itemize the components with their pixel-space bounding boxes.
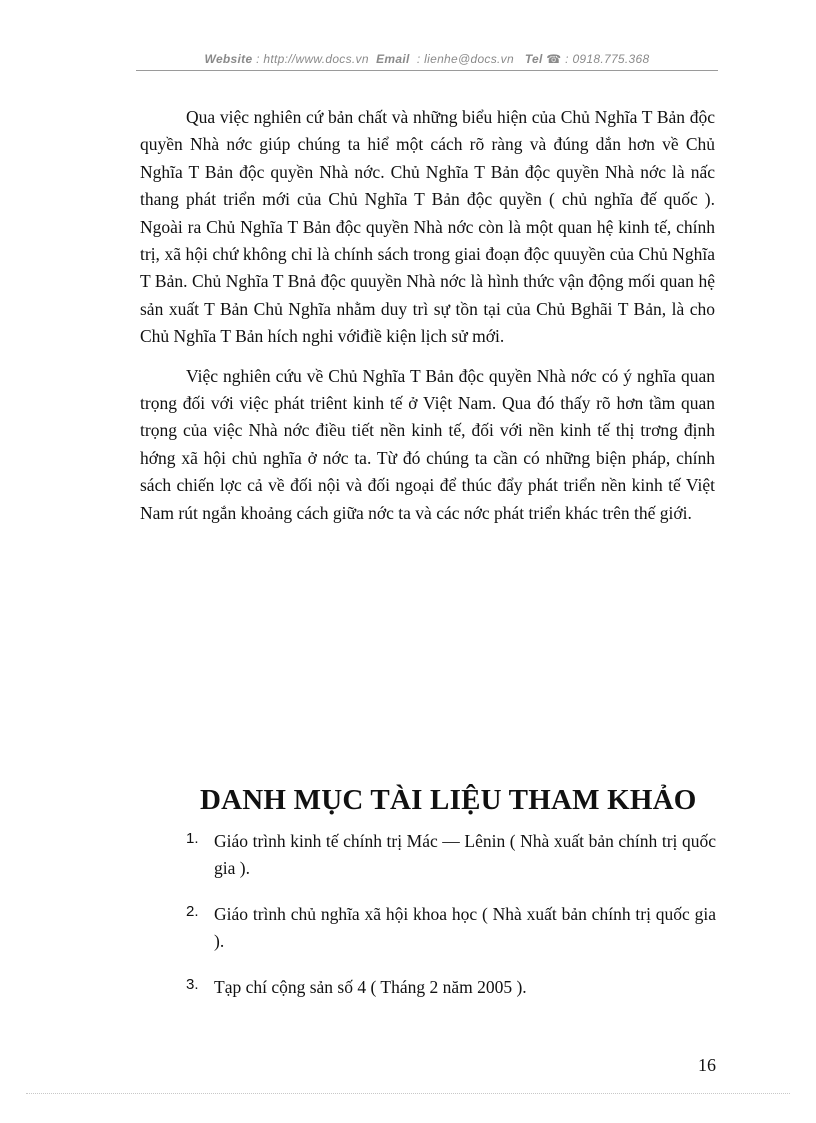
- reference-text: Giáo trình kinh tế chính trị Mác — Lênin ( Nhà xuất bản chính trị quốc gia ).: [214, 831, 716, 879]
- email-address[interactable]: : lienhe@docs.vn: [416, 52, 514, 66]
- references-list: [186, 828, 716, 1019]
- reference-number: 1.: [186, 830, 199, 847]
- page-header: [136, 52, 718, 66]
- telephone-icon: ☎: [546, 52, 562, 66]
- reference-number: 2.: [186, 902, 199, 920]
- reference-text: Giáo trình chủ nghĩa xã hội khoa học ( Nhà xuất bản chính trị quốc gia ).: [214, 903, 716, 952]
- website-url[interactable]: : http://www.docs.vn: [256, 52, 369, 66]
- paragraph: Qua việc nghiên cứ bản chất và những biểu hiện của Chủ Nghĩa T Bản độc quyền Nhà nớc giúp chúng ta hiể một cách rõ ràng và đúng dắn hơn về Chủ Nghĩa T Bản độc quyền Nhà nớc. Chủ Nghĩa T Bản độc quyền Nhà nớc là nấc thang phát triển mới của Chủ Nghĩa T Bản độc quyền ( chủ nghĩa đế quốc ). Ngoài ra Chủ Nghĩa T Bản độc quyền Nhà nớc còn là một quan hệ kinh tế, chính trị, xã hội chứ không chỉ là chính sách trong giai đoạn độc quuyền của Chủ Nghĩa T Bản. Chủ Nghĩa T Bnả độc quuyền Nhà nớc là hình thức vận động mối quan hệ sản xuất T Bản Chủ Nghĩa nhằm duy trì sự tồn tại của Chủ Bghãi T Bản, là cho Chủ Nghĩa T Bản hích nghi vớiđiề kiện lịch sử mới.: [140, 107, 715, 347]
- tel-label: Tel: [524, 52, 543, 66]
- reference-item: [186, 901, 716, 956]
- footer-divider: [26, 1093, 790, 1094]
- paragraph: Việc nghiên cứu về Chủ Nghĩa T Bản độc quyền Nhà nớc có ý nghĩa quan trọng đối với việc phát triênt kinh tế ở Việt Nam. Qua đó thấy rõ hơn tầm quan trọng của việc Nhà nớc điều tiết nền kinh tế, đối với nền kinh tế thị trơng định hớng xã hội chủ nghĩa ở nớc ta. Từ đó chúng ta cần có những biện pháp, chính sách chiến lợc cả về đối nội và đối ngoại để thúc đẩy phát triển nền kinh tế Việt Nam rút ngắn khoảng cách giữa nớc ta và các nớc phát triển khác trên thế giới.: [140, 365, 715, 523]
- reference-item: [186, 974, 716, 1001]
- conclusion-text: [140, 104, 715, 539]
- website-label: Website: [204, 52, 253, 66]
- tel-number: : 0918.775.368: [565, 52, 650, 66]
- reference-item: [186, 828, 716, 883]
- page-number: 16: [698, 1055, 716, 1075]
- reference-number: 3.: [186, 975, 199, 993]
- email-label: Email: [376, 52, 410, 66]
- reference-text: Tạp chí cộng sản số 4 ( Tháng 2 năm 2005 ).: [214, 976, 527, 997]
- references-heading: DANH MỤC TÀI LIỆU THAM KHẢO: [200, 784, 697, 816]
- header-divider: [136, 70, 718, 71]
